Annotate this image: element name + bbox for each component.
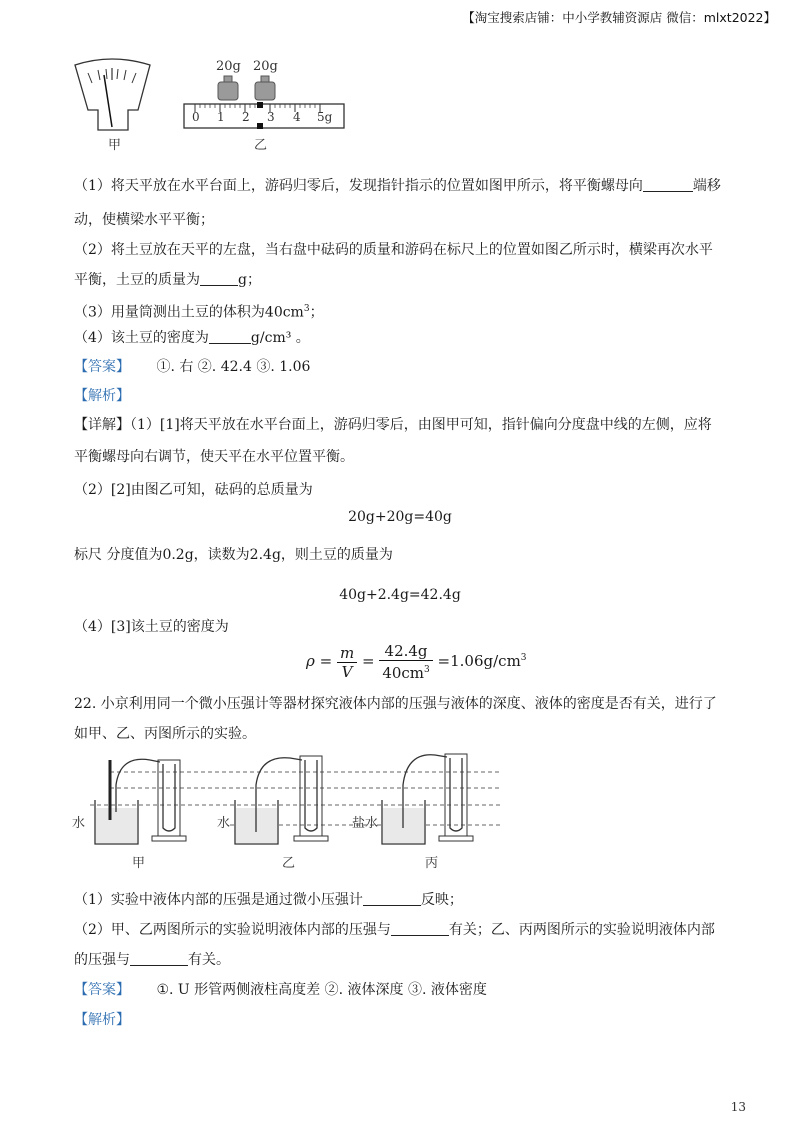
equation-2: 40g+2.4g=42.4g [339,587,461,603]
page-header: 【淘宝搜索店铺：中小学教辅资源店 微信：mlxt2022】 [462,10,776,25]
q22-line2: 如甲、乙、丙图所示的实验。 [74,726,256,742]
q22-answer-line [74,980,487,1000]
answer-blank [391,921,449,936]
ruler-tick-3: 3 [267,110,275,124]
q21-detail-line1b: 平衡螺母向右调节，使天平在水平位置平衡。 [74,449,354,465]
figure-label-yi: 乙 [254,138,268,153]
answer-blank [209,329,251,344]
q21-detail-line1: 【详解】（1）[1]将天平放在水平台面上，游码归零后，由图甲可知，指针偏向分度盘中线的左侧，应将 [74,417,712,433]
equation-1: 20g+20g=40g [348,509,452,525]
q21-part4-line: （4）该土豆的密度为 g/cm³ 。 [74,330,310,346]
answer-blank [643,177,693,192]
page-number: 13 [730,1100,746,1114]
q22-line1: 22. 小京利用同一个微小压强计等器材探究液体内部的压强与液体的深度、液体的密度是否有关，进行了 [74,696,717,712]
figure-label-jia: 甲 [108,138,122,153]
q22-part2-line2: 的压强与 有关。 [74,952,230,968]
equation-3: ρ = $\frac{m}{V}$ = $\frac{42.4g}{40cm^3}$ $=1.06g/cm^3$ [306,642,527,682]
q21-answer-line [74,357,310,377]
liquid-label-water-1: 水 [72,816,86,831]
ruler-tick-0: 0 [192,110,200,124]
liquid-label-water-2: 水 [217,816,231,831]
fraction-values: $\frac{42.4g}{40cm^3}$ [379,642,432,682]
q22-part2-line: （2）甲、乙两图所示的实验说明液体内部的压强与 有关；乙、丙两图所示的实验说明液体内部 [74,922,715,938]
q21-part2-line2: 平衡，土豆的质量为 g； [74,272,261,288]
ruler-tick-5: 5g [317,110,333,124]
setup-yi [235,756,328,844]
figure-label-jia: 甲 [132,856,146,871]
q21-analysis-label: 【解析】 [74,388,130,404]
ruler-tick-2: 2 [242,110,250,124]
answer-text: ①. U 形管两侧液柱高度差 ②. 液体深度 ③. 液体密度 [156,982,487,998]
answer-text: ①. 右 ②. 42.4 ③. 1.06 [156,359,311,375]
answer-blank [363,891,421,906]
figure-label-yi: 乙 [282,856,296,871]
q21-part3-line: （3）用量筒测出土豆的体积为$40cm^3$； [74,304,324,321]
weight-right-label: 20g [253,59,278,74]
q21-detail-line4: （4）[3]该土豆的密度为 [74,619,229,635]
fraction-m-over-v: $\frac{m}{V}$ [337,644,357,681]
weight-left-label: 20g [216,59,241,74]
ruler-tick-1: 1 [217,110,225,124]
pressure-experiment-figure [70,750,510,850]
answer-label: 【答案】 [74,982,130,998]
q21-detail-line2: （2）[2]由图乙可知，砝码的总质量为 [74,482,313,498]
q22-analysis-label: 【解析】 [74,1012,130,1028]
pointer-dial [75,59,150,130]
q21-detail-line3: 标尺 分度值为0.2g，读数为2.4g，则土豆的质量为 [74,547,393,563]
answer-blank [130,951,188,966]
figure-label-bing: 丙 [425,856,439,871]
answer-label: 【答案】 [74,359,130,375]
q21-part1-line: （1）将天平放在水平台面上，游码归零后，发现指针指示的位置如图甲所示，将平衡螺母向 端移 [74,178,721,194]
weight-left [218,76,238,100]
answer-blank [200,271,238,286]
liquid-label-saltwater: 盐水 [352,816,379,831]
q21-part1-line2: 动，使横梁水平平衡； [74,212,214,228]
q22-part1-line: （1）实验中液体内部的压强是通过微小压强计 反映； [74,892,463,908]
ruler-tick-4: 4 [293,110,301,124]
weight-right [255,76,275,100]
q21-part2-line: （2）将土豆放在天平的左盘，当右盘中砝码的质量和游码在标尺上的位置如图乙所示时，横梁再次水平 [74,242,713,258]
setup-bing [382,754,473,844]
